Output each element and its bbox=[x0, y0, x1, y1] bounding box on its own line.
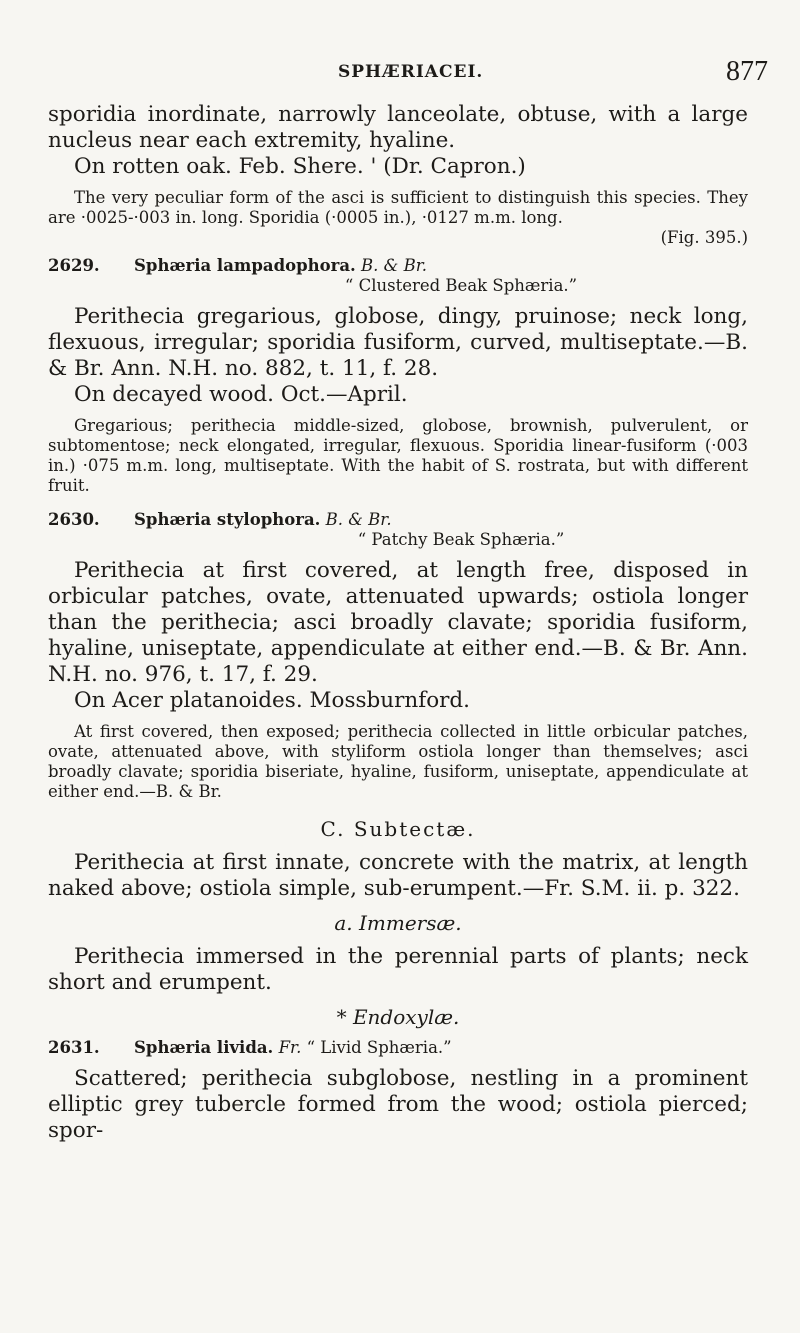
running-title: SPHÆRIACEI. bbox=[338, 62, 484, 82]
figure-reference: (Fig. 395.) bbox=[660, 228, 748, 247]
species-common-name: “ Patchy Beak Sphæria.” bbox=[357, 530, 565, 549]
species-authority: Fr. bbox=[278, 1038, 302, 1057]
paragraph-lampadophora-diagnosis: Perithecia gregarious, globose, dingy, pruinose; neck long, flexuous, irregular; sporidia fusiform, curved, multiseptate.—B. & Br. Ann. N.H. no. 882, t. 11, f. 28. bbox=[48, 304, 748, 381]
paragraph-lampadophora-habitat: On decayed wood. Oct.—April. bbox=[74, 382, 408, 407]
species-name: Sphæria livida. bbox=[134, 1038, 274, 1057]
section-heading-subtectae: C. Subtectæ. bbox=[320, 817, 476, 841]
paragraph-asci-note: The very peculiar form of the asci is sufficient to distinguish this species. They are ·0025-·003 in. long. Sporidia (·0005 in.), ·0127 m.m. long. bbox=[48, 188, 748, 227]
species-name: Sphæria stylophora. bbox=[134, 510, 321, 529]
species-heading-2629 bbox=[48, 256, 748, 296]
species-number: 2630. bbox=[48, 510, 100, 529]
paragraph-lampadophora-notes: Gregarious; perithecia middle-sized, globose, brownish, pulverulent, or subtomentose; neck elongated, irregular, flexuous. Sporidia linear-fusiform (·003 in.) ·075 m.m. long, multiseptate. With the habit of S. rostrata, but with different fruit. bbox=[48, 416, 748, 495]
species-authority: B. & Br. bbox=[325, 510, 392, 529]
paragraph-stylophora-diagnosis: Perithecia at first covered, at length free, disposed in orbicular patches, ovate, attenuated upwards; ostiola longer than the perithecia; asci broadly clavate; sporidia fusiform, hyaline, uniseptate, appendiculate at either end.—B. & Br. Ann. N.H. no. 976, t. 17, f. 29. bbox=[48, 558, 748, 687]
species-common-name: “ Clustered Beak Sphæria.” bbox=[344, 276, 578, 295]
species-heading-2630 bbox=[48, 510, 748, 550]
species-number: 2629. bbox=[48, 256, 100, 275]
species-common-name: “ Livid Sphæria.” bbox=[306, 1038, 452, 1057]
subsection-heading-immersae: a. Immersæ. bbox=[334, 911, 462, 935]
species-number: 2631. bbox=[48, 1038, 100, 1057]
paragraph-stylophora-notes: At first covered, then exposed; perithecia collected in little orbicular patches, ovate, attenuated above, with styliform ostiola longer than themselves; asci broadly clavate; sporidia biseriate, hyaline, fusiform, uniseptate, appendiculate at either end.—B. & Br. bbox=[48, 722, 748, 801]
page-header bbox=[48, 56, 768, 102]
species-name: Sphæria lampadophora. bbox=[134, 256, 356, 275]
book-page bbox=[48, 56, 768, 1144]
paragraph-sporidia-description: sporidia inordinate, narrowly lanceolate, obtuse, with a large nucleus near each extremity, hyaline. bbox=[48, 102, 748, 153]
paragraph-stylophora-habitat: On Acer platanoides. Mossburnford. bbox=[74, 688, 471, 713]
paragraph-habitat-oak: On rotten oak. Feb. Shere. ' (Dr. Capron.) bbox=[74, 154, 526, 179]
species-authority: B. & Br. bbox=[361, 256, 428, 275]
paragraph-livida-diagnosis: Scattered; perithecia subglobose, nestling in a prominent elliptic grey tubercle formed from the wood; ostiola pierced; spor- bbox=[48, 1066, 748, 1143]
species-heading-2631 bbox=[48, 1038, 748, 1058]
page-number: 877 bbox=[726, 56, 768, 87]
paragraph-immersae-description: Perithecia immersed in the perennial parts of plants; neck short and erumpent. bbox=[48, 944, 748, 995]
paragraph-subtectae-description: Perithecia at first innate, concrete with the matrix, at length naked above; ostiola simple, sub-erumpent.—Fr. S.M. ii. p. 322. bbox=[48, 850, 748, 901]
group-heading-endoxylae: * Endoxylæ. bbox=[336, 1005, 460, 1029]
